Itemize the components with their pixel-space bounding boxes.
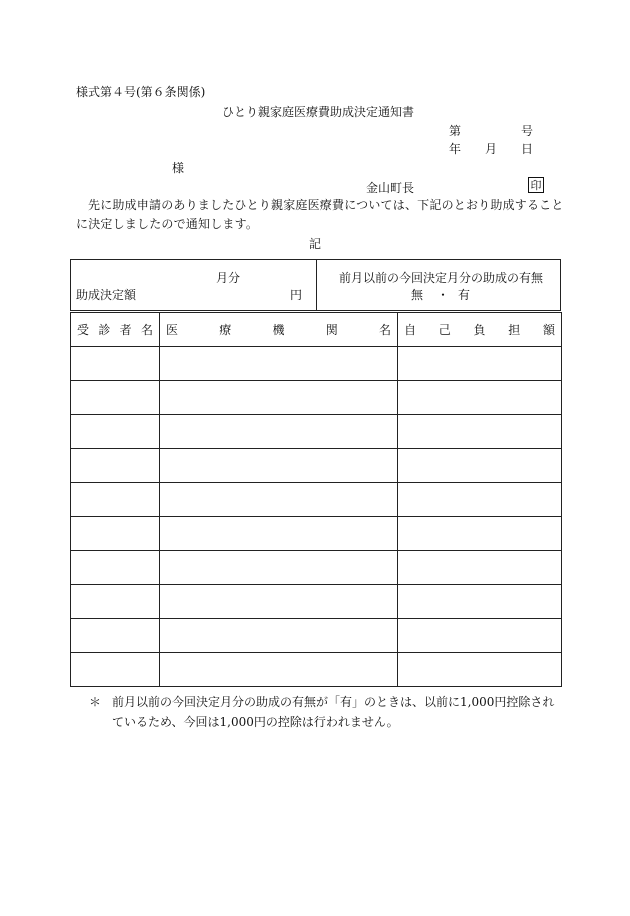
- copay-amount-cell[interactable]: [398, 551, 562, 585]
- institution-name-cell[interactable]: [160, 585, 398, 619]
- form-number: 様式第４号(第６条関係): [76, 85, 206, 99]
- copay-amount-cell[interactable]: [398, 653, 562, 687]
- patient-name-cell[interactable]: [71, 415, 160, 449]
- header-char: 名: [140, 323, 153, 337]
- table-row: [71, 585, 562, 619]
- footnote-mark: ＊: [89, 695, 102, 709]
- copay-amount-cell[interactable]: [398, 585, 562, 619]
- month-label: 月分: [216, 271, 241, 285]
- patient-name-cell[interactable]: [71, 585, 160, 619]
- patient-name-cell[interactable]: [71, 347, 160, 381]
- choice-separator: ・: [437, 288, 450, 302]
- institution-name-cell[interactable]: [160, 381, 398, 415]
- choice-none: 無: [411, 288, 424, 302]
- institution-name-cell[interactable]: [160, 449, 398, 483]
- patient-name-cell[interactable]: [71, 449, 160, 483]
- footnote-text: [112, 692, 560, 732]
- copay-amount-cell[interactable]: [398, 619, 562, 653]
- yen-unit: 円: [290, 288, 303, 302]
- issuer-name: 金山町長: [366, 181, 415, 195]
- institution-name-cell[interactable]: [160, 415, 398, 449]
- header-patient-name: [71, 313, 160, 347]
- summary-divider: [316, 260, 317, 310]
- institution-name-cell[interactable]: [160, 347, 398, 381]
- patient-name-cell[interactable]: [71, 551, 160, 585]
- table-row: [71, 653, 562, 687]
- patient-name-cell[interactable]: [71, 517, 160, 551]
- table-row: [71, 415, 562, 449]
- patient-name-cell[interactable]: [71, 483, 160, 517]
- summary-box: [70, 259, 561, 311]
- table-row: [71, 347, 562, 381]
- header-institution-name: [160, 313, 398, 347]
- copay-amount-cell[interactable]: [398, 517, 562, 551]
- amount-label: 助成決定額: [76, 288, 137, 302]
- header-char: 名: [378, 323, 391, 337]
- recipient-suffix: 様: [172, 161, 185, 175]
- header-char: 担: [508, 323, 521, 337]
- header-char: 額: [542, 323, 555, 337]
- header-char: 負: [473, 323, 486, 337]
- detail-table: [70, 312, 562, 687]
- ki-heading: 記: [309, 237, 322, 251]
- patient-name-cell[interactable]: [71, 653, 160, 687]
- patient-name-cell[interactable]: [71, 381, 160, 415]
- header-char: 医: [166, 323, 179, 337]
- prev-month-label: 前月以前の今回決定月分の助成の有無: [339, 271, 544, 285]
- header-char: 関: [325, 323, 338, 337]
- header-copay-amount: [398, 313, 562, 347]
- date-month-label: 月: [485, 142, 498, 156]
- copay-amount-cell[interactable]: [398, 483, 562, 517]
- date-day-label: 日: [521, 142, 534, 156]
- table-row: [71, 551, 562, 585]
- institution-name-cell[interactable]: [160, 551, 398, 585]
- institution-name-cell[interactable]: [160, 619, 398, 653]
- institution-name-cell[interactable]: [160, 483, 398, 517]
- institution-name-cell[interactable]: [160, 653, 398, 687]
- copay-amount-cell[interactable]: [398, 347, 562, 381]
- table-row: [71, 449, 562, 483]
- table-body: [71, 347, 562, 687]
- table-row: [71, 619, 562, 653]
- header-char: 己: [438, 323, 451, 337]
- copay-amount-cell[interactable]: [398, 381, 562, 415]
- copay-amount-cell[interactable]: [398, 449, 562, 483]
- header-char: 療: [219, 323, 232, 337]
- header-char: 自: [404, 323, 417, 337]
- table-row: [71, 517, 562, 551]
- footnote-text-content: 前月以前の今回決定月分の助成の有無が「有」のときは、以前に1,000円控除されているため、今回は1,000円の控除は行われません。: [112, 695, 555, 729]
- header-char: 診: [98, 323, 111, 337]
- body-paragraph: 先に助成申請のありましたひとり親家庭医療費については、下記のとおり助成することに決定しましたので通知します。: [76, 198, 564, 231]
- table-row: [71, 483, 562, 517]
- header-char: 機: [272, 323, 285, 337]
- number-suffix: 号: [521, 124, 534, 138]
- choice-yes: 有: [458, 288, 471, 302]
- header-char: 受: [77, 323, 90, 337]
- number-prefix: 第: [449, 124, 462, 138]
- seal-stamp: 印: [528, 177, 544, 193]
- copay-amount-cell[interactable]: [398, 415, 562, 449]
- document-title: ひとり親家庭医療費助成決定通知書: [222, 105, 415, 119]
- header-char: 者: [119, 323, 132, 337]
- institution-name-cell[interactable]: [160, 517, 398, 551]
- table-row: [71, 381, 562, 415]
- table-header-row: [71, 313, 562, 347]
- date-year-label: 年: [449, 142, 462, 156]
- patient-name-cell[interactable]: [71, 619, 160, 653]
